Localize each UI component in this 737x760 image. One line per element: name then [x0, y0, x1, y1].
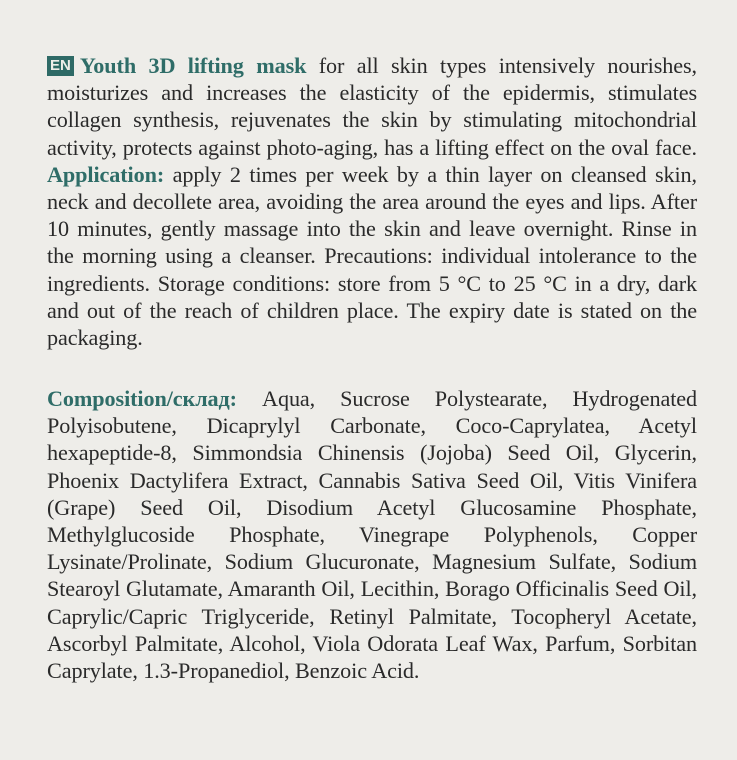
product-name: Youth 3D lifting mask: [79, 53, 307, 78]
application-text: apply 2 times per week by a thin layer on cleansed skin, neck and decollete area, avoiding the area around the eyes and lips. After 10 minutes, gently massage into the skin and leave overnight. Rinse in the morning using a cleanser. Precautions: individual intolerance to the ingredients. Storage conditions: store from 5 °C to 25 °C in a dry, dark and out of the reach of children place. The expiry date is stated on the packaging.: [47, 161, 697, 351]
composition-text: Aqua, Sucrose Polystearate, Hydrogenated Polyisobutene, Dicaprylyl Carbonate, Coco-Caprylatea, Acetyl hexapeptide-8, Simmondsia Chinensis (Jojoba) Seed Oil, Glycerin, Phoenix Dactylifera Extract, Cannabis Sativa Seed Oil, Vitis Vinifera (Grape) Seed Oil, Disodium Acetyl Glucosamine Phosphate, Methylglucoside Phosphate, Vinegrape Polyphenols, Copper Lysinate/Prolinate, Sodium Glucuronate, Magnesium Sulfate, Sodium Stearoyl Glutamate, Amaranth Oil, Lecithin, Borago Officinalis Seed Oil, Caprylic/Capric Triglyceride, Retinyl Palmitate, Tocopheryl Acetate, Ascorbyl Palmitate, Alcohol, Viola Odorata Leaf Wax, Parfum, Sorbitan Caprylate, 1.3-Propanediol, Benzoic Acid.: [47, 386, 697, 684]
application-label: Application:: [47, 161, 165, 187]
language-badge: EN: [47, 56, 74, 76]
product-description: for all skin types intensively nourishes, moisturizes and increases the elasticity of the epidermis, stimulates collagen synthesis, rejuvenates the skin by stimulating mitochondrial activity, protects against photo-aging, has a lifting effect on the oval face.: [47, 53, 698, 160]
composition-paragraph: [47, 385, 697, 684]
en-paragraph: [47, 52, 697, 351]
composition-label: Composition/склад:: [47, 386, 237, 411]
